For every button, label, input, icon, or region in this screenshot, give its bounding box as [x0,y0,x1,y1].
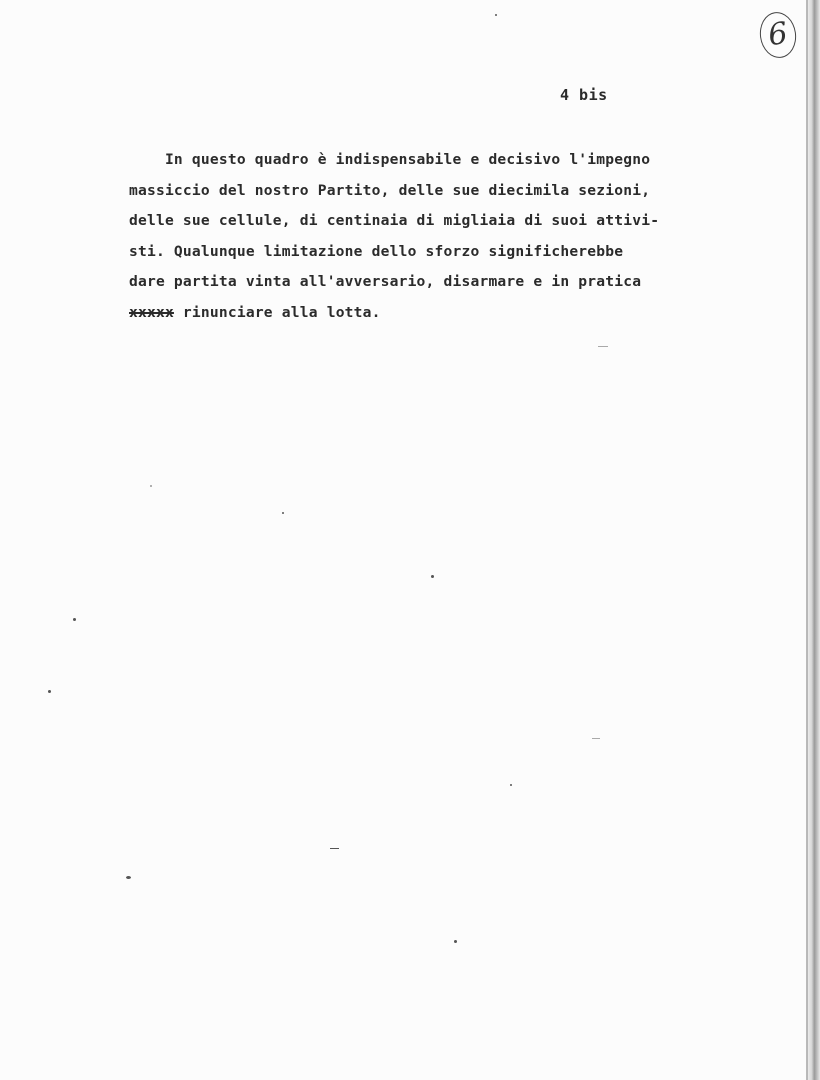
struck-out-text: xxxxx [129,303,174,321]
scan-edge-shadow [806,0,820,1080]
speck [495,14,497,16]
speck [431,575,434,578]
speck [48,690,51,693]
typewritten-paragraph [129,145,769,328]
speck [282,512,284,514]
paragraph-line-6-text: rinunciare alla lotta. [173,303,381,321]
paragraph-line-3: delle sue cellule, di centinaia di migliaia di suoi attivi- [129,212,660,229]
paragraph-line-4: sti. Qualunque limitazione dello sforzo significherebbe [129,242,624,260]
paragraph-line-1: In questo quadro è indispensabile e decisivo l'impegno [129,151,651,168]
speck [126,876,131,879]
speck [510,784,512,786]
paragraph-line-6 [129,298,769,329]
handwritten-page-number: 6 [757,10,799,61]
page-label: 4 bis [560,86,608,104]
speck [454,940,457,943]
speck [592,738,600,739]
speck [330,848,339,849]
speck [150,485,152,487]
paragraph-line-5: dare partita vinta all'avversario, disarmare e in pratica [129,273,642,290]
scan-edge-line [806,0,808,1080]
speck [598,346,608,347]
paragraph-line-2: massiccio del nostro Partito, delle sue diecimila sezioni, [129,181,651,199]
speck [73,618,76,621]
